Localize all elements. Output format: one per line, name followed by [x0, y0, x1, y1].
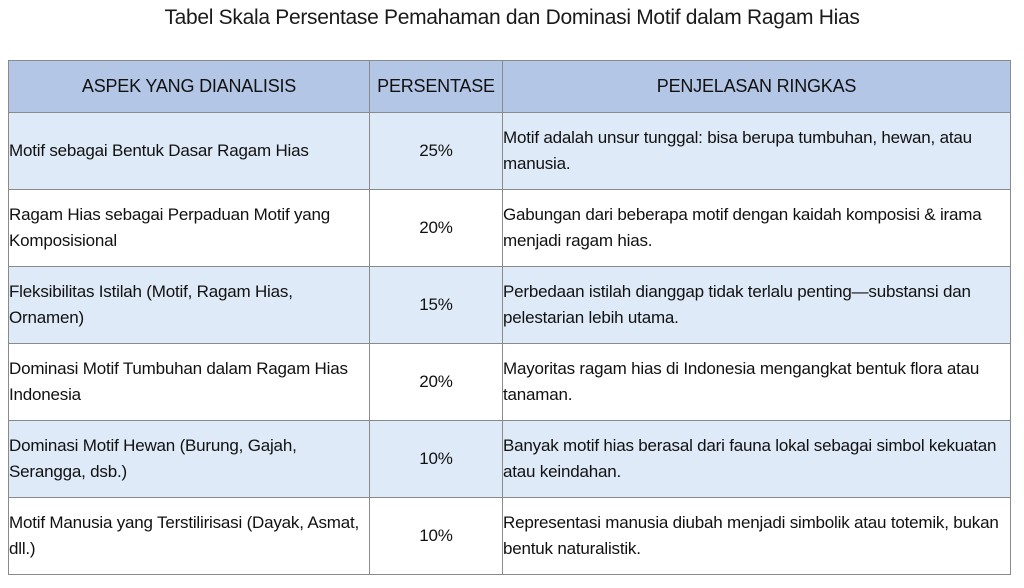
cell-percentage: 25%	[370, 113, 503, 190]
table-row	[9, 113, 1011, 190]
table-row	[9, 344, 1011, 421]
cell-aspect: Dominasi Motif Tumbuhan dalam Ragam Hias Indonesia	[9, 344, 370, 421]
page-title: Tabel Skala Persentase Pemahaman dan Dominasi Motif dalam Ragam Hias	[164, 6, 860, 29]
cell-aspect: Dominasi Motif Hewan (Burung, Gajah, Serangga, dsb.)	[9, 421, 370, 498]
cell-aspect: Motif sebagai Bentuk Dasar Ragam Hias	[9, 113, 370, 190]
cell-aspect: Motif Manusia yang Terstilirisasi (Dayak, Asmat, dll.)	[9, 498, 370, 575]
cell-explanation: Mayoritas ragam hias di Indonesia mengangkat bentuk flora atau tanaman.	[503, 344, 1011, 421]
table-header	[9, 61, 1011, 113]
cell-aspect: Fleksibilitas Istilah (Motif, Ragam Hias, Ornamen)	[9, 267, 370, 344]
column-header-percentage: PERSENTASE	[370, 61, 503, 113]
table-row	[9, 421, 1011, 498]
cell-explanation: Motif adalah unsur tunggal: bisa berupa tumbuhan, hewan, atau manusia.	[503, 113, 1011, 190]
cell-percentage: 15%	[370, 267, 503, 344]
cell-percentage: 10%	[370, 421, 503, 498]
table-row	[9, 190, 1011, 267]
cell-percentage: 20%	[370, 190, 503, 267]
header-row	[9, 61, 1011, 113]
column-header-aspect: ASPEK YANG DIANALISIS	[9, 61, 370, 113]
table-row	[9, 498, 1011, 575]
cell-explanation: Banyak motif hias berasal dari fauna lokal sebagai simbol kekuatan atau keindahan.	[503, 421, 1011, 498]
cell-percentage: 10%	[370, 498, 503, 575]
cell-explanation: Representasi manusia diubah menjadi simbolik atau totemik, bukan bentuk naturalistik.	[503, 498, 1011, 575]
percentage-table	[8, 60, 1011, 575]
table-row	[9, 267, 1011, 344]
cell-explanation: Perbedaan istilah dianggap tidak terlalu penting—substansi dan pelestarian lebih utama.	[503, 267, 1011, 344]
table-body	[9, 113, 1011, 575]
cell-explanation: Gabungan dari beberapa motif dengan kaidah komposisi & irama menjadi ragam hias.	[503, 190, 1011, 267]
cell-percentage: 20%	[370, 344, 503, 421]
column-header-explanation: PENJELASAN RINGKAS	[503, 61, 1011, 113]
cell-aspect: Ragam Hias sebagai Perpaduan Motif yang Komposisional	[9, 190, 370, 267]
